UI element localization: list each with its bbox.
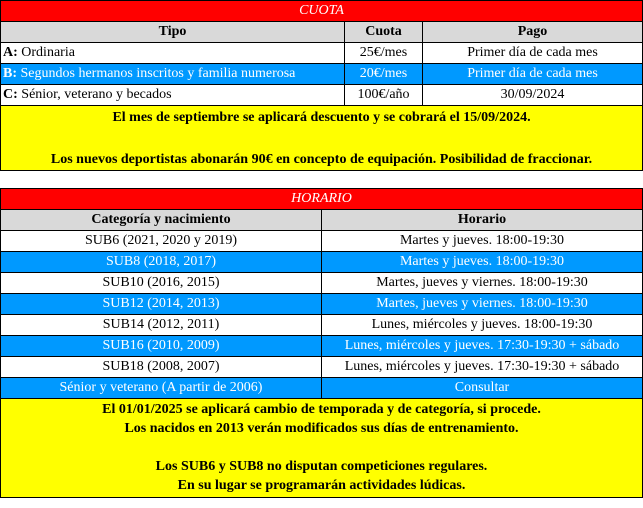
cuota-pago: 30/09/2024 (423, 85, 643, 106)
cuota-note-spacer (3, 128, 640, 149)
horario-schedule: Lunes, miércoles y jueves. 18:00-19:30 (322, 315, 643, 336)
cuota-amount: 20€/mes (345, 64, 423, 85)
horario-title: HORARIO (1, 189, 643, 210)
cuota-tipo: Sénior, veterano y becados (17, 87, 172, 102)
horario-note: El 01/01/2025 se aplicará cambio de temporada y de categoría, si procede. (102, 402, 541, 417)
cuota-pago: Primer día de cada mes (423, 43, 643, 64)
horario-schedule: Martes, jueves y viernes. 18:00-19:30 (322, 294, 643, 315)
horario-table (0, 188, 643, 498)
horario-row (1, 315, 643, 336)
cuota-tipo: Segundos hermanos inscritos y familia numerosa (17, 66, 296, 81)
horario-schedule: Martes y jueves. 18:00-19:30 (322, 231, 643, 252)
cuota-note: El mes de septiembre se aplicará descuento y se cobrará el 15/09/2024. (112, 110, 531, 125)
cuota-title: CUOTA (1, 1, 643, 22)
cuota-code: B: (3, 66, 17, 81)
cuota-amount: 100€/año (345, 85, 423, 106)
cuota-pago: Primer día de cada mes (423, 64, 643, 85)
horario-note: Los SUB6 y SUB8 no disputan competiciones regulares. (155, 459, 488, 474)
cuota-code: A: (3, 45, 18, 60)
cuota-header-tipo: Tipo (1, 22, 345, 43)
horario-row (1, 294, 643, 315)
horario-categoria: SUB6 (2021, 2020 y 2019) (1, 231, 322, 252)
cuota-header-cuota: Cuota (345, 22, 423, 43)
horario-schedule: Lunes, miércoles y jueves. 17:30-19:30 + sábado (322, 336, 643, 357)
cuota-tipo-cell (1, 85, 345, 106)
horario-row (1, 336, 643, 357)
horario-row (1, 231, 643, 252)
cuota-table (0, 0, 643, 171)
horario-row (1, 273, 643, 294)
cuota-row (1, 64, 643, 85)
horario-categoria: SUB10 (2016, 2015) (1, 273, 322, 294)
horario-note: En su lugar se programarán actividades lúdicas. (177, 478, 466, 493)
cuota-notes (1, 106, 643, 171)
cuota-row (1, 43, 643, 64)
horario-categoria: SUB14 (2012, 2011) (1, 315, 322, 336)
horario-schedule: Consultar (322, 378, 643, 399)
horario-row (1, 357, 643, 378)
cuota-note: Los nuevos deportistas abonarán 90€ en concepto de equipación. Posibilidad de fraccionar. (50, 152, 593, 167)
horario-header-horario: Horario (322, 210, 643, 231)
horario-categoria: SUB18 (2008, 2007) (1, 357, 322, 378)
cuota-tipo-cell (1, 43, 345, 64)
horario-note-spacer (3, 438, 640, 457)
horario-categoria: Sénior y veterano (A partir de 2006) (1, 378, 322, 399)
horario-schedule: Martes y jueves. 18:00-19:30 (322, 252, 643, 273)
horario-row (1, 378, 643, 399)
cuota-code: C: (3, 87, 18, 102)
cuota-amount: 25€/mes (345, 43, 423, 64)
cuota-tipo: Ordinaria (17, 45, 75, 60)
horario-categoria: SUB12 (2014, 2013) (1, 294, 322, 315)
horario-schedule: Martes, jueves y viernes. 18:00-19:30 (322, 273, 643, 294)
horario-schedule: Lunes, miércoles y jueves. 17:30-19:30 + sábado (322, 357, 643, 378)
horario-categoria: SUB8 (2018, 2017) (1, 252, 322, 273)
horario-header-categoria: Categoría y nacimiento (1, 210, 322, 231)
horario-row (1, 252, 643, 273)
cuota-tipo-cell (1, 64, 345, 85)
horario-notes (1, 399, 643, 498)
cuota-header-pago: Pago (423, 22, 643, 43)
cuota-row (1, 85, 643, 106)
horario-categoria: SUB16 (2010, 2009) (1, 336, 322, 357)
horario-note: Los nacidos en 2013 verán modificados sus días de entrenamiento. (124, 421, 519, 436)
